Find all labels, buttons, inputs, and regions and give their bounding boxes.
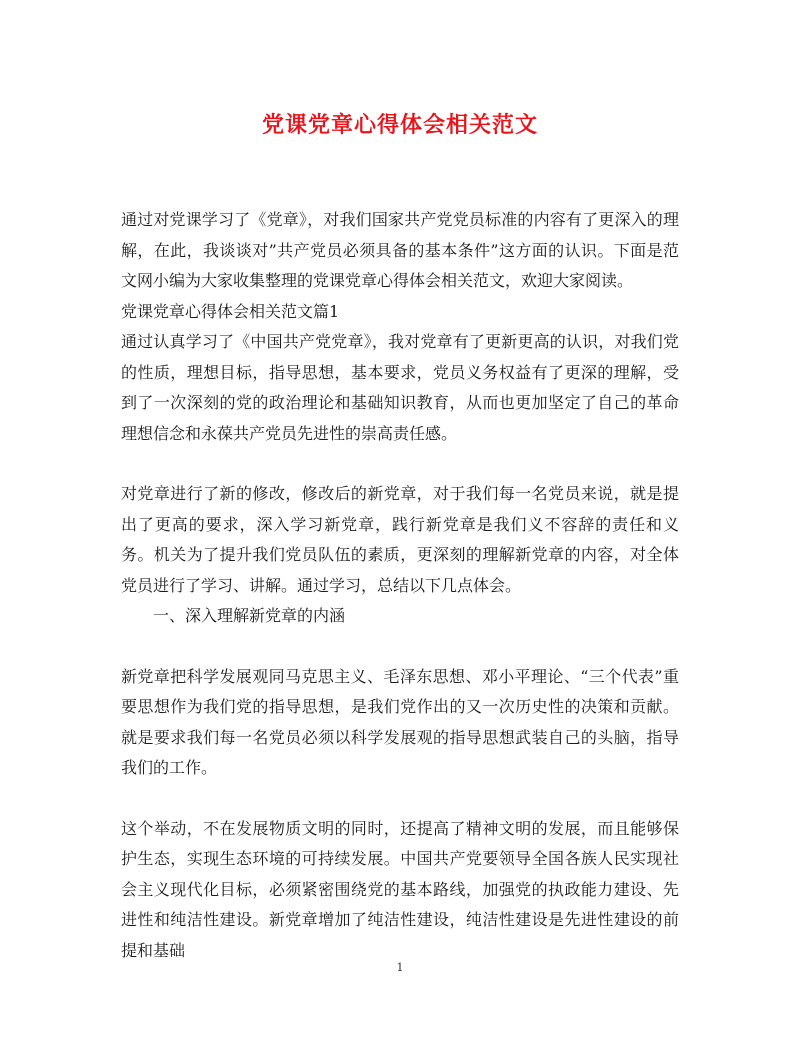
section-heading: 党课党章心得体会相关范文篇1 [121,301,340,321]
paragraph-civilization: 这个举动，不在发展物质文明的同时，还提高了精神文明的发展，而且能够保护生态，实现生态环境的可持续发展。中国共产党要领导全国各族人民实现社会主义现代化目标，必须紧密围绕党的基本路线，加强党的执政能力建设、先进性和纯洁性建设。新党章增加了纯洁性建设，纯洁性建设是先进性建设的前提和基础 [121,818,679,960]
document-body [121,205,679,966]
paragraph-revision: 对党章进行了新的修改，修改后的新党章，对于我们每一名党员来说，就是提出了更高的要求，深入学习新党章，践行新党章是我们义不容辞的责任和义务。机关为了提升我们党员队伍的素质，更深刻的理解新党章的内容，对全体党员进行了学习、讲解。通过学习，总结以下几点体会。 [121,484,679,595]
paragraph-intro: 通过对党课学习了《党章》，对我们国家共产党党员标准的内容有了更深入的理解，在此，我谈谈对”共产党员必须具备的基本条件”这方面的认识。下面是范文网小编为大家收集整理的党课党章心得体会相关范文，欢迎大家阅读。 [121,210,679,290]
paragraph-spacer [121,449,679,479]
paragraph-spacer [121,784,679,814]
paragraph-study: 通过认真学习了《中国共产党党章》，我对党章有了更新更高的认识，对我们党的性质，理想目标，指导思想，基本要求，党员义务权益有了更深的理解，受到了一次深刻的党的政治理论和基础知识教育，从而也更加坚定了自己的革命理想信念和永葆共产党员先进性的崇高责任感。 [121,332,679,443]
page-number: 1 [396,961,404,974]
paragraph-guiding-thought: 新党章把科学发展观同马克思主义、毛泽东思想、邓小平理论、“三个代表”重要思想作为我们党的指导思想，是我们党作出的又一次历史性的决策和贡献。就是要求我们每一名党员必须以科学发展观的指导思想武装自己的头脑，指导我们的工作。 [121,666,679,777]
document-title: 党课党章心得体会相关范文 [261,112,538,138]
paragraph-spacer [121,632,679,662]
subheading: 一、深入理解新党章的内涵 [153,606,346,625]
